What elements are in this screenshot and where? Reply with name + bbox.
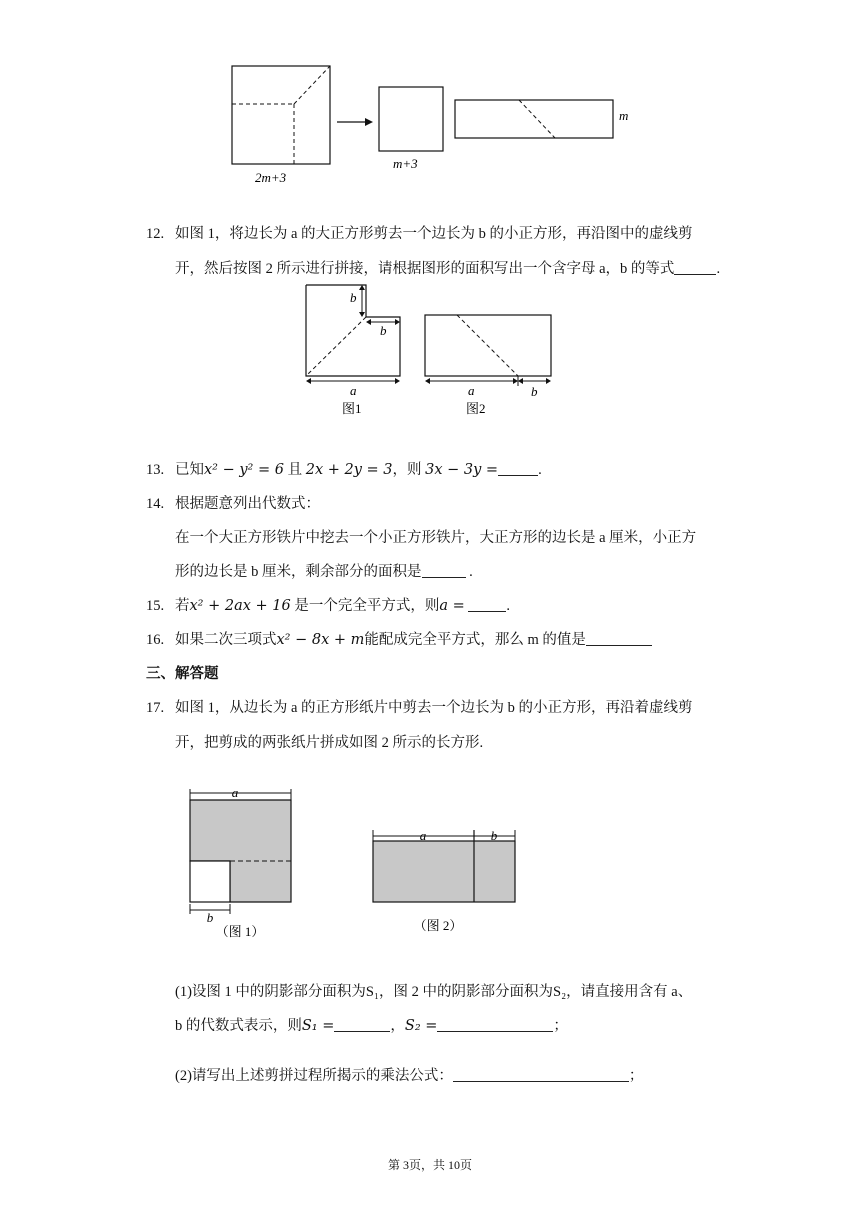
q12-fig1-dashed xyxy=(306,317,366,376)
section-title: 三、解答题 xyxy=(146,666,219,682)
q17-part1-text: b 的代数式表示，则 xyxy=(175,1018,302,1034)
q16-answer-blank[interactable] xyxy=(586,631,652,646)
q15-text-b: 是一个完全平方式，则 xyxy=(290,598,440,614)
q14-answer-blank[interactable] xyxy=(422,563,466,578)
label-m-plus-3: m+3 xyxy=(393,156,418,171)
arrowhead xyxy=(395,319,400,325)
q13-text-b: 且 xyxy=(283,462,306,478)
q12-figures xyxy=(296,280,566,420)
arrowhead xyxy=(395,378,400,384)
q12-fig2-dashed xyxy=(457,315,518,376)
q17-s1-answer-blank[interactable] xyxy=(334,1017,390,1032)
q17-part2 xyxy=(175,1066,643,1086)
q15-text-a: 若 xyxy=(175,598,190,614)
q17-part2-text: (2)请写出上述剪拼过程所揭示的乘法公式： xyxy=(175,1068,453,1084)
q17-fig2-label-a: a xyxy=(419,828,427,843)
q16-formula: x² − 8x + m xyxy=(276,632,365,648)
q14-end: . xyxy=(465,564,473,580)
q15-formula2: a = xyxy=(439,598,465,614)
q12-line2-text: 开，然后按图 2 所示进行拼接，请根据图形的面积写出一个含字母 a，b 的等式 xyxy=(175,261,675,277)
q13-number: 13. xyxy=(146,462,165,478)
q12-number: 12. xyxy=(146,226,165,242)
q14-line3-text: 形的边长是 b 厘米，剩余部分的面积是 xyxy=(175,564,422,580)
q17-fig1-label-b: b xyxy=(206,910,214,925)
q17-fig1-caption: （图 1） xyxy=(215,924,265,939)
q15-end: . xyxy=(506,598,511,614)
q17-fig1-small-square xyxy=(190,861,230,902)
long-rectangle xyxy=(455,100,613,138)
arrowhead xyxy=(513,378,518,384)
q15-text xyxy=(175,596,510,616)
big-square xyxy=(232,66,330,164)
top-figure xyxy=(225,58,645,190)
rectangle-diagonal-cut xyxy=(519,100,555,138)
q17-part1-end: ； xyxy=(553,1018,568,1034)
middle-square xyxy=(379,87,443,151)
q12-fig1-label-b-vertical: b xyxy=(350,290,357,305)
q17-fig2-rectangle xyxy=(373,841,515,902)
q17-s1-label: S₁ = xyxy=(301,1018,335,1034)
q13-formula3: 3x − 3y = xyxy=(425,462,499,478)
q12-fig2-caption: 图2 xyxy=(466,401,486,416)
q13-answer-blank[interactable] xyxy=(498,461,538,476)
q15-answer-blank[interactable] xyxy=(468,597,506,612)
q17-number: 17. xyxy=(146,700,165,716)
arrowhead xyxy=(518,378,523,384)
q14-line2: 在一个大正方形铁片中挖去一个小正方形铁片，大正方形的边长是 a 厘米，小正方 xyxy=(175,530,697,546)
arrowhead xyxy=(425,378,430,384)
arrowhead xyxy=(306,378,311,384)
q16-text-b: 能配成完全平方式，那么 m 的值是 xyxy=(364,632,586,648)
q13-formula1: x² − y² = 6 xyxy=(204,462,284,478)
arrowhead xyxy=(546,378,551,384)
q17-s2-answer-blank[interactable] xyxy=(437,1017,553,1032)
q14-line1: 根据题意列出代数式： xyxy=(175,496,320,512)
q12-line2: 开，然后按图 2 所示进行拼接，请根据图形的面积写出一个含字母 a，b 的等式 . xyxy=(175,261,721,277)
label-2m-plus-3: 2m+3 xyxy=(255,170,287,185)
q17-s2-label: S₂ = xyxy=(404,1018,438,1034)
q14-number: 14. xyxy=(146,496,165,512)
q16-text-a: 如果二次三项式 xyxy=(175,632,277,648)
q15-number: 15. xyxy=(146,598,165,614)
page-footer: 第 3页，共 10页 xyxy=(387,1158,472,1172)
dashed-cut-diagonal xyxy=(294,66,330,104)
q17-part2-end: ； xyxy=(628,1068,644,1084)
q13-formula2: 2x + 2y = 3 xyxy=(305,462,393,478)
arrowhead xyxy=(359,312,365,317)
q16-number: 16. xyxy=(146,632,165,648)
q13-end: . xyxy=(538,462,542,478)
q17-part2-answer-blank[interactable] xyxy=(453,1067,629,1082)
q12-fig2-label-a: a xyxy=(468,383,475,398)
q17-figures xyxy=(180,780,530,940)
q12-line1: 如图 1，将边长为 a 的大正方形剪去一个边长为 b 的小正方形，再沿图中的虚线剪 xyxy=(175,226,693,242)
q12-fig1-label-a: a xyxy=(350,383,357,398)
q12-fig2-label-b: b xyxy=(531,384,538,399)
q17-part1-sep: ， xyxy=(390,1018,405,1034)
q16-text xyxy=(175,630,652,650)
q13-text-c: ，则 xyxy=(392,462,426,478)
arrowhead xyxy=(359,285,365,290)
q14-line3 xyxy=(175,562,473,582)
arrowhead xyxy=(366,319,371,325)
q12-answer-blank[interactable] xyxy=(674,260,716,275)
q17-fig2-label-b: b xyxy=(490,828,498,843)
q17-part1-line1: (1)设图 1 中的阴影部分面积为S₁，图 2 中的阴影部分面积为S₂，请直接用含有 a、 xyxy=(175,984,693,1000)
q17-fig2-caption: （图 2） xyxy=(413,918,463,933)
q12-fig1-label-b-horizontal: b xyxy=(380,323,387,338)
q13-text xyxy=(175,460,542,480)
q17-fig1-label-a: a xyxy=(231,785,239,800)
q12-fig1-caption: 图1 xyxy=(342,401,362,416)
q17-part1-line2 xyxy=(175,1016,568,1036)
arrow-head xyxy=(365,118,373,126)
label-m: m xyxy=(619,108,629,123)
q17-line1: 如图 1，从边长为 a 的正方形纸片中剪去一个边长为 b 的小正方形，再沿着虚线剪 xyxy=(175,700,693,716)
q15-formula: x² + 2ax + 16 xyxy=(189,598,291,614)
q13-text-a: 已知 xyxy=(175,462,204,478)
q17-line2: 开，把剪成的两张纸片拼成如图 2 所示的长方形. xyxy=(175,735,484,751)
